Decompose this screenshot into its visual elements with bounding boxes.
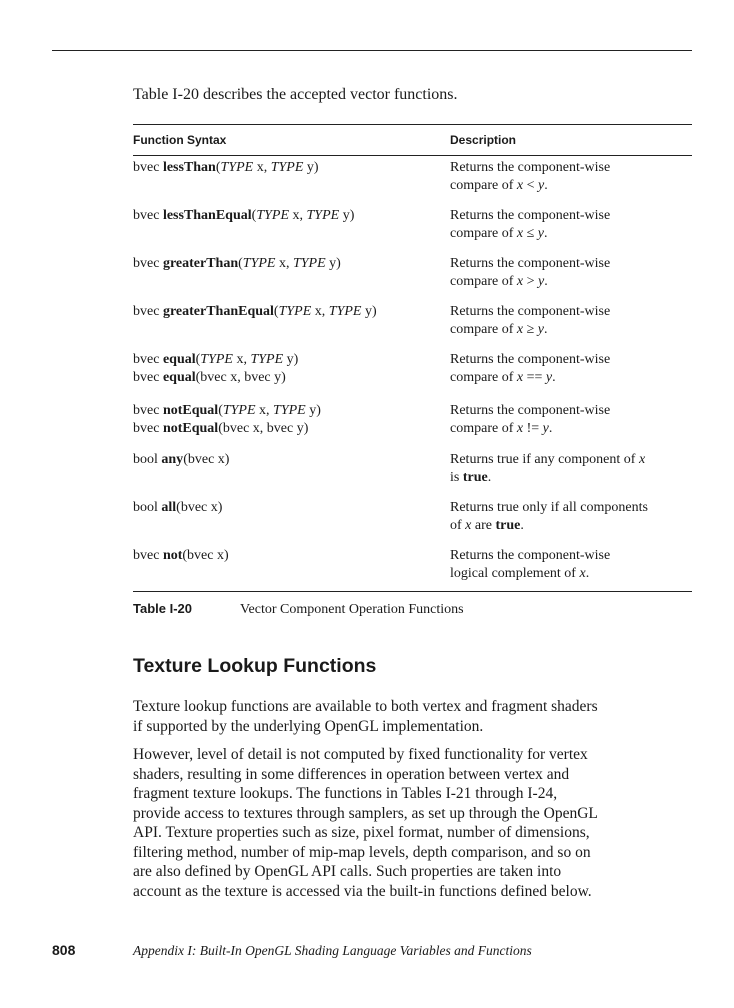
text-run: Returns the component-wise [450,548,611,563]
text-run: (bvec x) [183,452,230,467]
paragraph-1 [133,697,693,736]
text-run: bvec [133,352,163,367]
text-run: bvec [133,208,163,223]
italic-text: y [537,274,545,289]
syntax-line [133,255,443,273]
table-bottom-rule [133,591,692,592]
text-run: Returns the component-wise [450,160,611,175]
italic-text: x [638,452,646,467]
description-line [450,402,692,420]
text-run: bvec [133,421,163,436]
text-run: != [523,421,543,436]
function-syntax-cell [133,303,443,321]
description-line [450,499,692,517]
text-run: (bvec x) [176,500,223,515]
text-run: . [585,566,590,581]
bold-text: equal [162,352,196,367]
italic-text: x [516,274,524,289]
italic-text: x [516,322,524,337]
function-syntax-cell [133,255,443,273]
paragraph-line: However, level of detail is not computed by fixed functionality for vertex [133,746,588,763]
text-run: x, [253,160,271,175]
bold-text: lessThan [162,160,216,175]
paragraph-line: account as the texture is accessed via the built-in functions defined below. [133,882,592,900]
paragraph-line: fragment texture lookups. The functions in Tables I-21 through I-24, [133,785,558,802]
description-line [450,369,692,387]
bold-text: greaterThanEqual [162,304,274,319]
paragraph-line: shaders, resulting in some differences in operation between vertex and [133,765,570,783]
bold-text: any [161,452,184,467]
text-run: logical complement of [450,566,580,581]
function-syntax-cell [133,351,443,387]
bold-text: true [495,518,521,533]
text-run: y) [303,160,319,175]
text-run: compare of [450,178,517,193]
table-header [133,124,692,156]
italic-text: y [537,178,545,193]
text-run: ( [273,304,279,319]
bold-text: notEqual [162,403,219,418]
top-rule [52,50,692,51]
text-run: < [523,178,538,193]
italic-text: TYPE [250,352,284,367]
description-line [450,303,692,321]
page-number: 808 [52,942,76,958]
italic-text: x [516,370,524,385]
italic-text: TYPE [200,352,233,367]
syntax-line [133,499,443,517]
syntax-line [133,402,443,420]
text-run: == [523,370,546,385]
paragraph-line: Texture lookup functions are available to both vertex and fragment shaders [133,698,598,715]
text-run: . [544,178,548,193]
italic-text: y [537,226,544,241]
text-run: bvec [133,403,163,418]
text-run: of [450,518,466,533]
description-line [450,451,692,469]
description-line [450,159,692,177]
syntax-line [133,451,443,469]
caption-text: Vector Component Operation Functions [240,602,464,617]
italic-text: TYPE [328,304,362,319]
function-syntax-cell [133,547,443,565]
text-run: > [523,274,538,289]
italic-text: TYPE [273,403,306,418]
text-run: ( [251,208,257,223]
bold-text: all [161,500,177,515]
text-run: . [520,518,524,533]
text-run: compare of [450,274,517,289]
italic-text: TYPE [278,304,312,319]
function-syntax-cell [133,499,443,517]
description-line [450,255,692,273]
text-run: ( [195,352,201,367]
description-line [450,321,692,339]
text-run: bool [133,452,162,467]
description-line [450,420,692,438]
description-line [450,177,692,195]
function-syntax-cell [133,402,443,438]
text-run: x, [275,256,293,271]
italic-text: y [537,322,544,337]
text-run: ≤ [523,226,538,241]
italic-text: x [516,178,524,193]
text-run: x, [311,304,329,319]
header-function-syntax: Function Syntax [133,133,227,147]
text-run: y) [283,352,299,367]
syntax-line [133,420,443,438]
text-run: Returns true if any component of [450,452,639,467]
text-run: bvec [133,304,163,319]
text-run: Returns the component-wise [450,352,611,367]
text-run: y) [325,256,341,271]
text-run: Returns the component-wise [450,256,611,271]
italic-text: TYPE [270,160,304,175]
text-run: x, [289,208,307,223]
paragraph-line: are also defined by OpenGL API calls. Such properties are taken into [133,863,562,880]
header-description: Description [450,133,517,147]
syntax-line [133,207,443,225]
syntax-line [133,369,443,387]
text-run: Returns the component-wise [450,208,611,223]
text-run: bool [133,500,162,515]
text-run: bvec [133,370,163,385]
text-run: (bvec x, bvec y) [218,421,309,436]
text-run: bvec [133,160,163,175]
bold-text: true [462,470,488,485]
italic-text: x [516,226,524,241]
description-cell [450,499,692,535]
bold-text: notEqual [162,421,219,436]
text-run: . [487,470,492,485]
syntax-line [133,303,443,321]
function-syntax-cell [133,207,443,225]
text-run: ( [218,403,223,418]
table-caption [133,601,464,618]
text-run: . [544,274,548,289]
text-run: is [450,470,463,485]
text-run: compare of [450,322,517,337]
text-run: y) [361,304,377,319]
description-line [450,225,692,243]
text-run: compare of [450,421,517,436]
description-line [450,517,692,535]
italic-text: x [465,518,472,533]
text-run: ≥ [523,322,538,337]
description-cell [450,303,692,339]
description-cell [450,547,692,583]
bold-text: greaterThan [162,256,239,271]
italic-text: y [545,370,553,385]
text-run: compare of [450,226,517,241]
paragraph-2 [133,745,693,901]
bold-text: equal [162,370,196,385]
description-line [450,469,692,487]
caption-label: Table I-20 [133,601,193,616]
italic-text: x [516,421,524,436]
italic-text: TYPE [222,403,256,418]
text-run: . [543,226,548,241]
text-run: (bvec x, bvec y) [195,370,286,385]
syntax-line [133,351,443,369]
syntax-line [133,159,443,177]
paragraph-line: filtering method, number of mip-map levels, depth comparison, and so on [133,843,591,861]
description-line [450,351,692,369]
function-syntax-cell [133,451,443,469]
text-run: Returns true only if all components [450,500,648,515]
function-table [133,124,692,581]
text-run: y) [339,208,355,223]
italic-text: TYPE [306,208,340,223]
text-run: ( [215,160,221,175]
text-run: (bvec x) [182,548,229,563]
bold-text: not [162,548,183,563]
text-run: ( [238,256,243,271]
description-line [450,565,692,583]
description-line [450,547,692,565]
italic-text: y [542,421,549,436]
text-run: . [543,322,548,337]
italic-text: TYPE [220,160,254,175]
description-cell [450,255,692,291]
italic-text: x [579,566,586,581]
description-line [450,273,692,291]
syntax-line [133,547,443,565]
text-run: x, [255,403,274,418]
function-syntax-cell [133,159,443,177]
text-run: y) [305,403,321,418]
text-run: . [552,370,556,385]
description-cell [450,451,692,487]
text-run: are [471,518,496,533]
description-cell [450,402,692,438]
text-run: . [548,421,553,436]
text-run: bvec [133,548,163,563]
paragraph-line: if supported by the underlying OpenGL implementation. [133,717,484,735]
running-title: Appendix I: Built-In OpenGL Shading Language Variables and Functions [133,943,532,958]
text-run: Returns the component-wise [450,304,611,319]
italic-text: TYPE [256,208,290,223]
description-cell [450,207,692,243]
bold-text: lessThanEqual [162,208,252,223]
italic-text: TYPE [292,256,326,271]
description-cell [450,351,692,387]
description-line [450,207,692,225]
section-title: Texture Lookup Functions [133,655,377,677]
paragraph-line: API. Texture properties such as size, pixel format, number of dimensions, [133,824,590,841]
text-run: x, [232,352,251,367]
text-run: bvec [133,256,163,271]
description-cell [450,159,692,195]
italic-text: TYPE [242,256,276,271]
paragraph-line: provide access to textures through samplers, as set up through the OpenGL [133,804,598,822]
intro-text: Table I-20 describes the accepted vector functions. [133,86,458,103]
text-run: compare of [450,370,517,385]
text-run: Returns the component-wise [450,403,611,418]
